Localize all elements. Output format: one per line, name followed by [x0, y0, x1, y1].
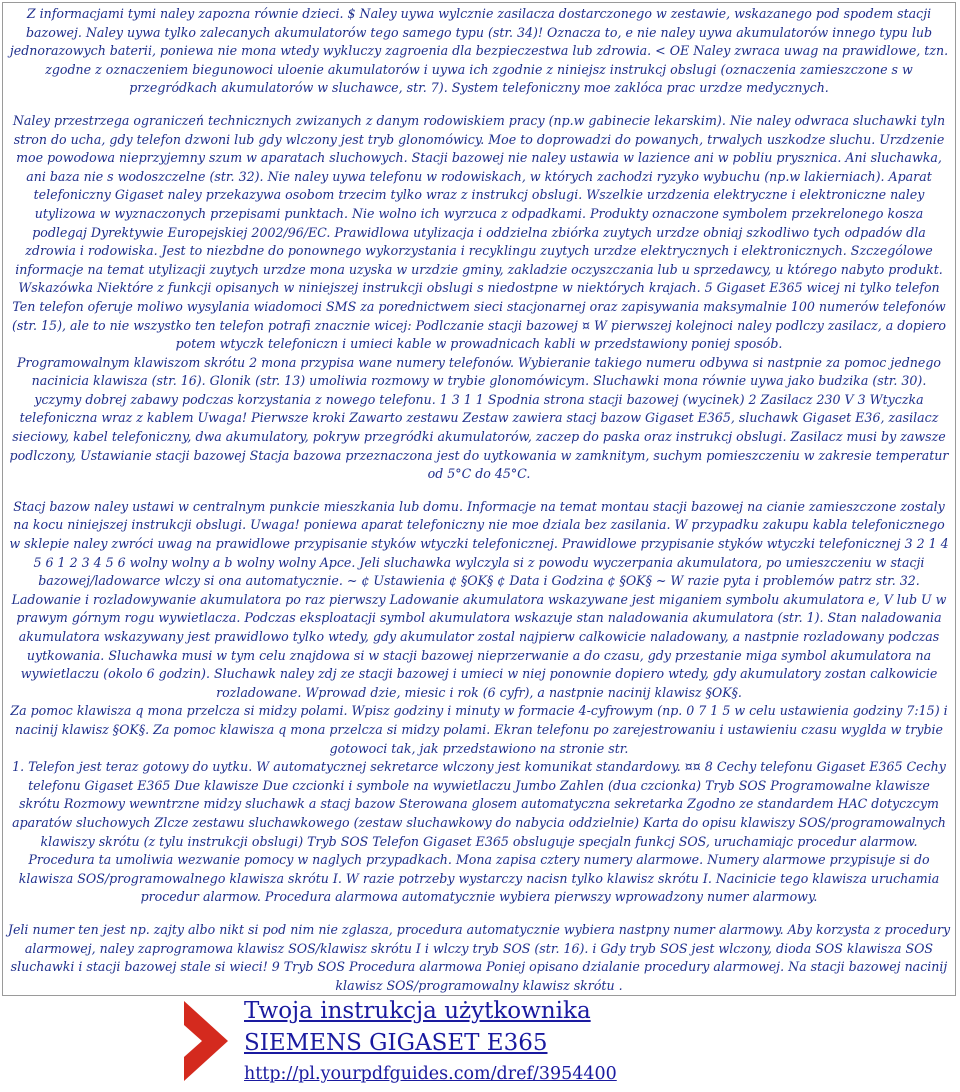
paragraph-safety-intro: Z informacjami tymi naley zapozna równie dzieci. $ Naley uywa wylcznie zasilacza dostarczonego w zestawie, wskazanego pod spodem stacji bazowej. Naley uywa tylko zalecanych akumulatorów tego samego typu (str. 34)! Oznacza to, e nie naley uywa akumulatorów innego typu lub jednorazowych baterii, poniewa nie mona wtedy wykluczy zagroenia dla bezpieczestwa lub zdrowia. < OE Naley zwraca uwag na prawidlowe, tzn. zgodne z oznaczeniem biegunowoci uloenie akumulatorów i uywa ich zgodnie z niniejsz instrukcj obslugi (oznaczenia zamieszczone s w przegródkach akumulatorów w sluchawce, str. 7). System telefoniczny moe zaklóca prac urzdze medycznych.	[9, 6, 949, 96]
arrow-right-icon	[178, 997, 230, 1085]
manual-title-link[interactable]: Twoja instrukcja użytkownika	[244, 998, 591, 1024]
paragraph-base-station: Stacj bazow naley ustawi w centralnym punkcie mieszkania lub domu. Informacje na temat montau stacji bazowej na cianie zamieszczone zostaly na kocu niniejszej instrukcji obslugi. Uwaga! poniewa aparat telefoniczny nie moe dziala bez zasilania. W przypadku zakupu kabla telefonicznego w sklepie naley zwróci uwag na prawidlowe przypisanie styków wtyczki telefonicznej. Prawidlowe przypisanie styków wtyczki telefonicznej 3 2 1 4 5 6 1 2 3 4 5 6 wolny wolny a b wolny wolny Apce. Jeli sluchawka wylczyla si z powodu wyczerpania akumulatora, po umieszczeniu w stacji bazowej/ladowarce wlczy si ona automatycznie. ~ ¢ Ustawienia ¢ §OK§ ¢ Data i Godzina ¢ §OK§ ~ W razie pyta i problemów patrz str. 32. Ladowanie i rozladowywanie akumulatora po raz pierwszy Ladowanie akumulatora wskazywane jest miganiem symbolu akumulatora e, V lub U w prawym górnym rogu wywietlacza. Podczas eksploatacji symbol akumulatora wskazuje stan naladowania akumulatora (str. 1). Stan naladowania akumulatora wskazywany jest prawidlowo tylko wtedy, gdy akumulator zostal najpierw calkowicie naladowany, a nastpnie rozladowany podczas uytkowania. Sluchawka musi w tym celu znajdowa si w stacji bazowej nieprzerwanie a do czasu, gdy przestanie miga symbol akumulatora na wywietlaczu (okolo 6 godzin). Sluchawk naley zdj ze stacji bazowej i umieci w niej ponownie dopiero wtedy, gdy akumulatory zostan calkowicie rozladowane. Wprowad dzie, miesic i rok (6 cyfr), a nastpnie nacinij klawisz §OK§.	[9, 498, 949, 700]
paragraph-safety-details: Naley przestrzega ograniczeń technicznych zwizanych z danym rodowiskiem pracy (np.w gabinecie lekarskim). Nie naley odwraca sluchawki tyln stron do ucha, gdy telefon dzwoni lub gdy wlczony jest tryb glonomówicy. Moe to doprowadzi do powanych, trwalych uszkodze sluchu. Urzdzenie moe powodowa nieprzyjemny szum w aparatach sluchowych. Stacji bazowej nie naley ustawia w lazience ani w pobliu prysznica. Ani sluchawka, ani baza nie s wodoszczelne (str. 32). Nie naley uywa telefonu w rodowiskach, w których zachodzi ryzyko wybuchu (np.w lakierniach). Aparat telefoniczny Gigaset naley przekazywa osobom trzecim tylko wraz z instrukcj obslugi. Wszelkie urzdzenia elektryczne i elektroniczne naley utylizowa w wyznaczonych przepisami punktach. Nie wolno ich wyrzuca z odpadkami. Produkty oznaczone symbolem przekrelonego kosza podlegaj Dyrektywie Europejskiej 2002/96/EC. Prawidlowa utylizacja i oddzielna zbiórka zuytych urzdze obniaj szkodliwo tych odpadów dla zdrowia i rodowiska. Jest to niezbdne do ponownego wykorzystania i recyklingu zuytych urzdze elektrycznych i elektronicznych. Szczególowe informacje na temat utylizacji zuytych urzdze mona uzyska w urzdzie gminy, zakladzie oczyszczania lub u sprzedawcy, u którego nabyto produkt. Wskazówka Niektóre z funkcji opisanych w niniejszej instrukcji obslugi s niedostpne w niektórych krajach. 5 Gigaset E365 wicej ni tylko telefon Ten telefon oferuje moliwo wysylania wiadomoci SMS za porednictwem sieci stacjonarnej oraz zapisywania maksymalnie 100 numerów telefonów (str. 15), ale to nie wszystko ten telefon potrafi znacznie wicej: Podlczanie stacji bazowej ¤ W pierwszej kolejnoci naley podlczy zasilacz, a dopiero potem wtyczk telefoniczn i umieci kable w prowadnicach kabli w przedstawiony poniej sposób.	[11, 112, 947, 352]
product-name-link[interactable]: SIEMENS GIGASET E365	[244, 1030, 548, 1056]
document-body	[3, 3, 955, 995]
document-frame	[2, 2, 956, 996]
paragraph-features-setup: Programowalnym klawiszom skrótu 2 mona przypisa wane numery telefonów. Wybieranie takiego numeru odbywa si nastpnie za pomoc jednego nacinicia klawisza (str. 16). Glonik (str. 13) umoliwia rozmowy w trybie glonomówicym. Sluchawki mona równie uywa jako budzika (str. 30). yczymy dobrej zabawy podczas korzystania z nowego telefonu. 1 3 1 1 Spodnia strona stacji bazowej (wycinek) 2 Zasilacz 230 V 3 Wtyczka telefoniczna wraz z kablem Uwaga! Pierwsze kroki Zawarto zestawu Zestaw zawiera stacj bazow Gigaset E365, sluchawk Gigaset E36, zasilacz sieciowy, kabel telefoniczny, dwa akumulatory, pokryw przegródki akumulatorów, zaczep do paska oraz instrukcj obslugi. Zasilacz musi by zawsze podlczony, Ustawianie stacji bazowej Stacja bazowa przeznaczona jest do uytkowania w zamknitym, suchym pomieszczeniu w zakresie temperatur od 5°C do 45°C.	[9, 354, 949, 482]
manual-url-link[interactable]: http://pl.yourpdfguides.com/dref/3954400	[244, 1064, 617, 1084]
paragraph-sos-procedure: Jeli numer ten jest np. zajty albo nikt si pod nim nie zglasza, procedura automatycznie wybiera nastpny numer alarmowy. Aby korzysta z procedury alarmowej, naley zaprogramowa klawisz SOS/klawisz skrótu I i wlczy tryb SOS (str. 16). i Gdy tryb SOS jest wlczony, dioda SOS klawisza SOS sluchawki i stacji bazowej stale si wieci! 9 Tryb SOS Procedura alarmowa Poniej opisano dzialanie procedury alarmowej. Na stacji bazowej nacinij klawisz SOS/programowalny klawisz skrótu .	[7, 921, 951, 993]
paragraph-time-setting: Za pomoc klawisza q mona przelcza si midzy polami. Wpisz godziny i minuty w formacie 4-cyfrowym (np. 0 7 1 5 w celu ustawienia godziny 7:15) i nacinij klawisz §OK§. Za pomoc klawisza q mona przelcza si midzy polami. Ekran telefonu po zarejestrowaniu i ustawieniu czasu wyglda w trybie gotowoci tak, jak przedstawiono na stronie str.	[10, 703, 948, 756]
footer	[178, 995, 698, 1087]
paragraph-phone-features: 1. Telefon jest teraz gotowy do uytku. W automatycznej sekretarce wlczony jest komunikat standardowy. ¤¤ 8 Cechy telefonu Gigaset E365 Cechy telefonu Gigaset E365 Due klawisze Due czcionki i symbole na wywietlaczu Jumbo Zahlen (dua czcionka) Tryb SOS Programowalne klawisze skrótu Rozmowy wewntrzne midzy sluchawk a stacj bazow Sterowana glosem automatyczna sekretarka Zgodno ze standardem HAC dotyczcym aparatów sluchowych Zlcze zestawu sluchawkowego (zestaw sluchawkowy do nabycia oddzielnie) Karta do opisu klawiszy SOS/programowalnych klawiszy skrótu (z tylu instrukcji obslugi) Tryb SOS Telefon Gigaset E365 obsluguje specjaln funkcj SOS, uruchamiajc procedur alarmow. Procedura ta umoliwia wezwanie pomocy w naglych przypadkach. Mona zapisa cztery numery alarmowe. Numery alarmowe przypisuje si do klawisza SOS/programowalnego klawisza skrótu I. W razie potrzeby wystarczy nacisn tylko klawisz skrótu I. Nacinicie tego klawisza uruchamia procedur alarmow. Procedura alarmowa automatycznie wybiera pierwszy wprowadzony numer alarmowy.	[12, 759, 946, 905]
footer-links	[244, 995, 617, 1087]
